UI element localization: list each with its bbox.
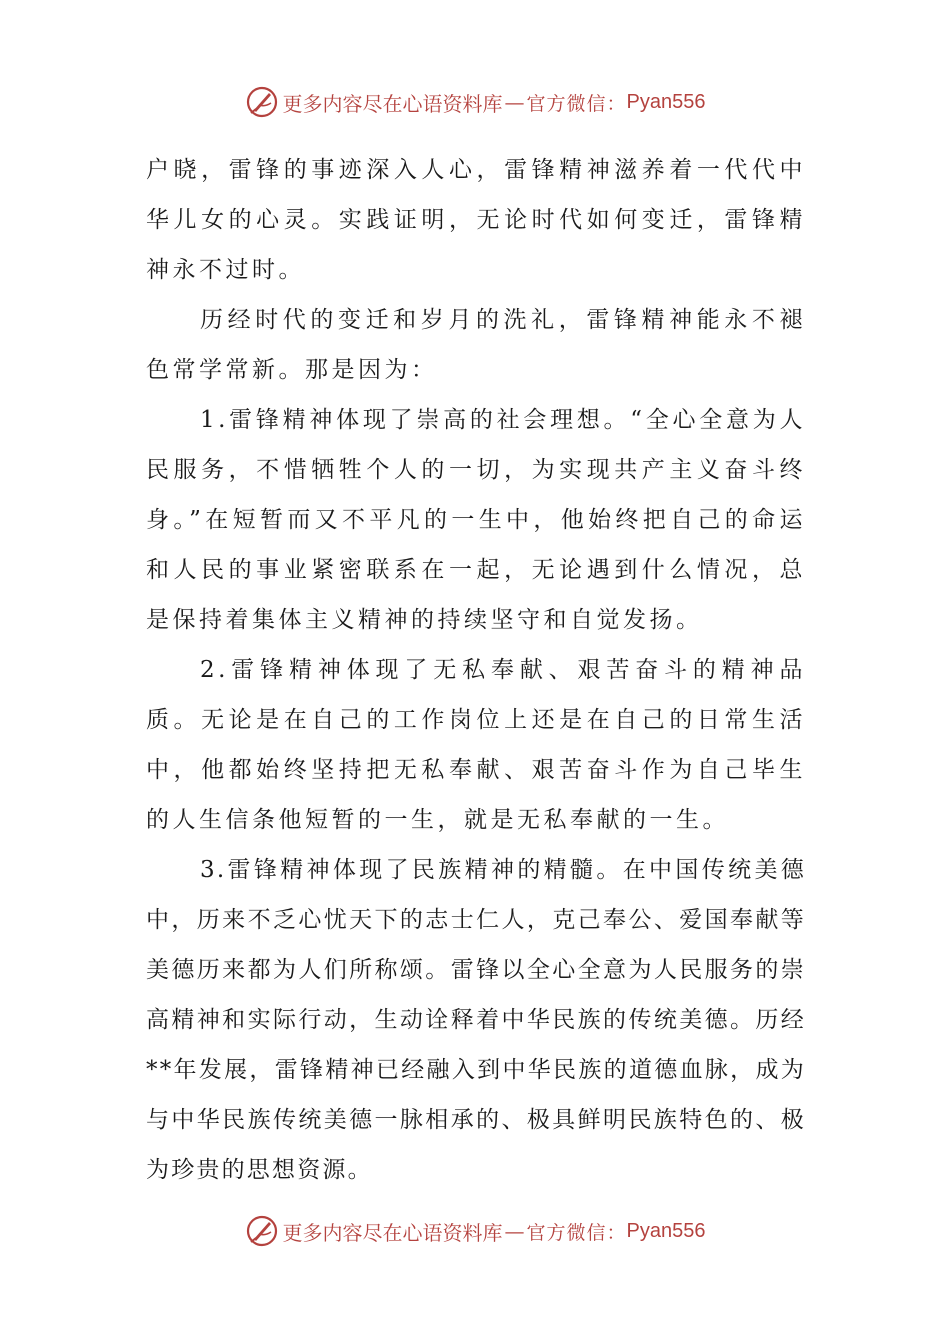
watermark-dash: —	[504, 90, 525, 114]
paragraph-continuation: 户晓，雷锋的事迹深入人心，雷锋精神滋养着一代代中华儿女的心灵。实践证明，无论时代如何变迁，雷锋精神永不过时。	[146, 157, 806, 283]
quill-logo-icon	[245, 85, 279, 119]
paragraph-intro: 历经时代的变迁和岁月的洗礼，雷锋精神能永不褪色常学常新。那是因为：	[146, 307, 806, 383]
watermark-wechat-id: Pyan556	[626, 1219, 706, 1242]
header-watermark-banner	[0, 82, 950, 122]
watermark-wechat-label: 官方微信：	[526, 92, 627, 115]
document-body	[146, 145, 806, 1195]
watermark-wechat-id: Pyan556	[626, 90, 706, 113]
paragraph-point-3: 3.雷锋精神体现了民族精神的精髓。在中国传统美德中，历来不乏心忧天下的志士仁人，克己奉公、爱国奉献等美德历来都为人们所称颂。雷锋以全心全意为人民服务的崇高精神和实际行动，生动诠释着中华民族的传统美德。历经**年发展，雷锋精神已经融入到中华民族的道德血脉，成为与中华民族传统美德一脉相承的、极具鲜明民族特色的、极为珍贵的思想资源。	[146, 857, 806, 1183]
paragraph-point-1: 1.雷锋精神体现了崇高的社会理想。“全心全意为人民服务，不惜牺牲个人的一切，为实现共产主义奋斗终身。”在短暂而又不平凡的一生中，他始终把自己的命运和人民的事业紧密联系在一起，无论遇到什么情况，总是保持着集体主义精神的持续坚守和自觉发扬。	[146, 407, 806, 633]
watermark-brand-text: 更多内容尽在心语资料库	[282, 91, 503, 116]
quill-logo-icon	[245, 1214, 279, 1248]
footer-watermark-banner	[0, 1211, 950, 1251]
watermark-wechat-label: 官方微信：	[526, 1221, 627, 1244]
watermark-brand-text: 更多内容尽在心语资料库	[282, 1220, 503, 1245]
paragraph-point-2: 2.雷锋精神体现了无私奉献、艰苦奋斗的精神品质。无论是在自己的工作岗位上还是在自己的日常生活中，他都始终坚持把无私奉献、艰苦奋斗作为自己毕生的人生信条他短暂的一生，就是无私奉献的一生。	[146, 657, 806, 833]
watermark-dash: —	[504, 1219, 525, 1243]
